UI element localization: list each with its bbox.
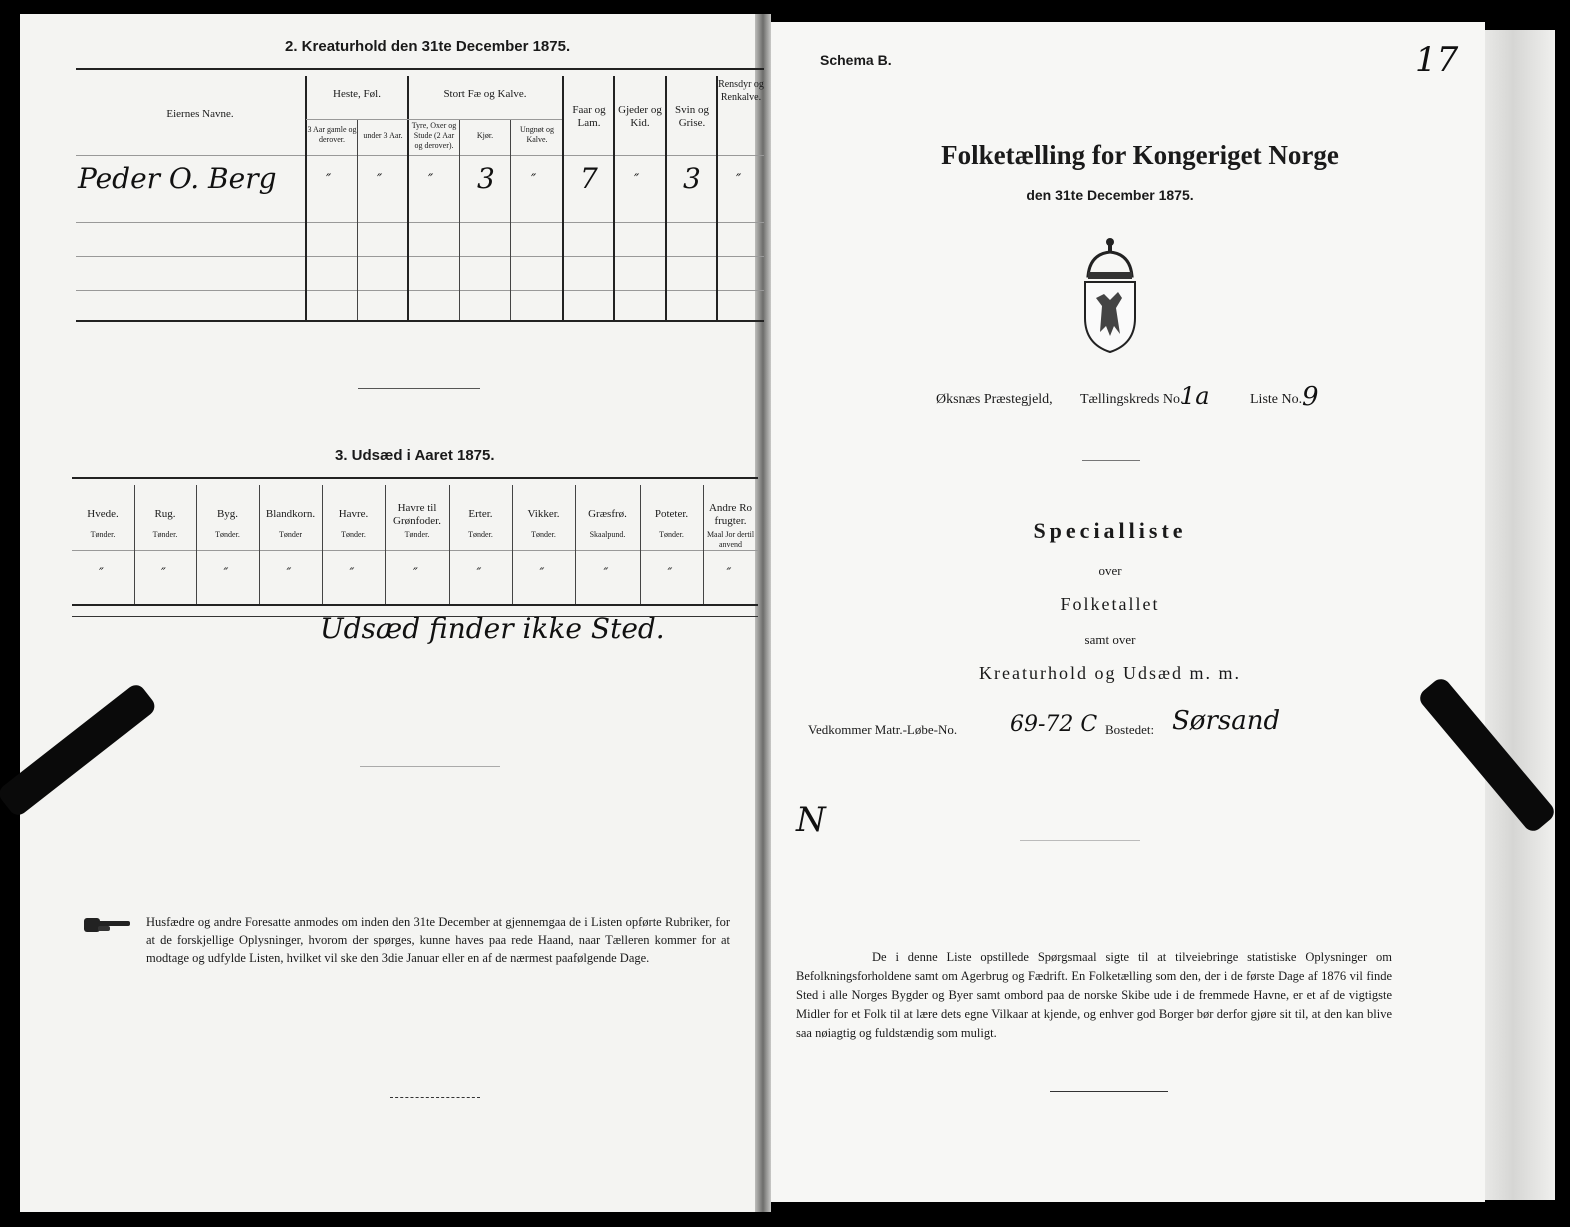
table2-header-rule — [76, 155, 764, 156]
seed-cell: ″ — [223, 566, 229, 581]
table2-cell: 7 — [580, 162, 598, 195]
folketallet-heading: Folketallet — [1060, 594, 1160, 614]
seed-col-unit: Skaalpund. — [589, 530, 626, 539]
table2-cell: 3 — [683, 162, 701, 195]
table2-cell: ″ — [531, 172, 537, 188]
owner-header: Eiernes Navne. — [166, 108, 234, 120]
bostedet-label: Bostedet: — [1105, 722, 1155, 737]
liste-value: 9 — [1302, 382, 1319, 412]
table3-top-rule — [72, 477, 758, 479]
kreds-label: Tællingskreds No. — [1080, 392, 1184, 407]
seed-cell: ″ — [413, 566, 418, 581]
table2-cell: ″ — [634, 172, 640, 188]
seed-col-name: Hvede. — [87, 508, 119, 520]
schema-label: Schema B. — [820, 52, 892, 68]
separator-rule — [390, 1097, 480, 1098]
table2-divider — [357, 120, 358, 320]
col-kjor: Kjør. — [476, 131, 494, 140]
table3-divider — [322, 485, 323, 604]
seed-col-unit: Tønder — [278, 530, 303, 539]
page-edges — [1485, 30, 1555, 1200]
seed-col-unit: Tønder. — [659, 530, 684, 539]
separator-rule — [1020, 840, 1140, 841]
kreaturhold-heading: Kreaturhold og Udsæd m. m. — [979, 663, 1241, 683]
footer-notice: Husfædre og andre Foresatte anmodes om inden den 31te December at gjennemgaa de i Listen opførte Rubriker, for at de forskjellige Oplysninger, hvorom der spørges, kunne haves paa rede Haand, naar Tælleren kommer for at modtage og udfylde Listen, hvilket vil ske den 3die Januar eller en af de nærmest paafølgende Dage. — [146, 915, 730, 965]
matr-value: 69-72 C — [1010, 712, 1098, 737]
col-faar: Faar og Lam. — [572, 104, 606, 129]
samt-over-text: samt over — [1084, 632, 1136, 647]
bostedet-value: Sørsand — [1172, 706, 1281, 736]
separator-rule — [360, 766, 500, 767]
specialliste-heading: Specialliste — [1033, 518, 1187, 543]
seed-cell: ″ — [161, 566, 166, 581]
seed-col-name: Havre til Grønfoder. — [393, 502, 441, 527]
seed-col-name: Havre. — [338, 508, 369, 520]
seed-cell: ″ — [726, 566, 732, 581]
separator-rule — [1050, 1091, 1168, 1092]
prestegjeld: Øksnæs Præstegjeld, — [936, 392, 1053, 407]
seed-cell: ″ — [539, 566, 545, 581]
liste-label: Liste No. — [1250, 392, 1303, 407]
table2-cell: ″ — [326, 172, 332, 188]
table2-cell: ″ — [377, 172, 383, 188]
table2-divider — [459, 120, 460, 320]
table3-divider — [259, 485, 260, 604]
book-spine — [755, 14, 771, 1212]
intro-paragraph: De i denne Liste opstillede Spørgsmaal sigte til at tilveiebringe statistiske Oplysninger om Befolkningsforholdene samt om Agerbrug og Fædrift. En Folketælling som den, der i de første Dage af 1876 vil finde Sted i alle Norges Bygder og Byer samt ombord paa de norske Skibe ude i de fremmede Havne, er et af de vigtigste Midler for et Folk til at lære dets egne Vilkaar at kjende, og enhver god Borger bør derfor gjøre sit til, at den kan blive saa nøiagtig og fuldstændig som muligt. — [796, 950, 1392, 1040]
table2-group-rule — [306, 119, 562, 120]
table3-divider — [575, 485, 576, 604]
table3-divider — [449, 485, 450, 604]
seed-col-unit: Tønder. — [404, 530, 430, 539]
seed-col-unit: Tønder. — [152, 530, 178, 539]
seed-col-unit: Tønder. — [215, 530, 240, 539]
census-title: Folketælling for Kongeriget Norge — [941, 140, 1339, 170]
table3-divider — [196, 485, 197, 604]
table3-end-rule — [72, 616, 758, 617]
col-gjeder: Gjeder og Kid. — [618, 104, 662, 129]
seed-col-name: Byg. — [216, 508, 239, 520]
seed-col-name: Blandkorn. — [265, 508, 316, 520]
separator-rule — [1082, 460, 1140, 461]
table2-row-rule — [76, 222, 764, 223]
table2-row-rule — [76, 290, 764, 291]
table2-row-rule — [76, 256, 764, 257]
table2-cell: 3 — [477, 162, 495, 195]
table3-bottom-rule — [72, 604, 758, 606]
table2-divider — [305, 76, 307, 320]
group-heste: Heste, Føl. — [333, 88, 381, 100]
seed-col-unit: Tønder. — [90, 530, 116, 539]
table2-cell: ″ — [428, 172, 434, 188]
seed-cell: ″ — [349, 566, 355, 581]
col-svin: Svin og Grise. — [675, 104, 709, 129]
seed-col-unit: Tønder. — [531, 530, 556, 539]
separator-rule — [358, 388, 480, 389]
over-text: over — [1098, 563, 1122, 578]
table3-divider — [134, 485, 135, 604]
seed-cell: ″ — [476, 566, 482, 581]
seed-note: Udsæd finder ikke Sted. — [320, 612, 665, 645]
table3-header-rule — [72, 550, 758, 551]
seed-col-name: Erter. — [468, 508, 493, 520]
table3-divider — [512, 485, 513, 604]
owner-name: Peder O. Berg — [78, 162, 277, 195]
seed-cell: ″ — [667, 566, 673, 581]
seed-col-name: Rug. — [154, 508, 176, 520]
table2-cell: ″ — [736, 172, 742, 188]
table3-divider — [640, 485, 641, 604]
coat-of-arms-icon — [1080, 236, 1140, 354]
seed-col-name: Græsfrø. — [588, 508, 627, 520]
seed-col-name: Poteter. — [654, 508, 689, 520]
group-stort: Stort Fæ og Kalve. — [443, 88, 527, 100]
table2-divider — [407, 76, 409, 320]
table2-top-rule — [76, 68, 764, 70]
table2-bottom-rule — [76, 320, 764, 322]
handwritten-mark: N — [796, 800, 826, 840]
col-tyre: Tyre, Oxer og Stude (2 Aar og derover). — [411, 121, 457, 150]
page-number: 17 — [1415, 40, 1459, 80]
seed-cell: ″ — [286, 566, 292, 581]
matr-label: Vedkommer Matr.-Løbe-No. — [808, 722, 958, 737]
seed-col-name: Vikker. — [527, 508, 560, 520]
section2-title: 2. Kreaturhold den 31te December 1875. — [285, 38, 571, 55]
table2-divider — [510, 120, 511, 320]
table2-divider — [562, 76, 564, 320]
col-under3: under 3 Aar. — [363, 131, 403, 140]
col-rensdyr: Rensdyr og Renkalve. — [718, 79, 764, 103]
col-ungnot: Ungnøt og Kalve. — [520, 125, 554, 144]
kreds-value: 1a — [1180, 382, 1210, 410]
pointing-hand-icon — [84, 915, 132, 935]
seed-cell: ″ — [99, 566, 104, 581]
seed-cell: ″ — [603, 566, 609, 581]
col-heste-3aar: 3 Aar gamle og derover. — [307, 125, 357, 144]
seed-col-unit: Tønder. — [468, 530, 493, 539]
seed-col-unit: Tønder. — [341, 530, 366, 539]
census-date: den 31te December 1875. — [1026, 187, 1194, 203]
seed-col-name: Andre Ro frugter. — [708, 502, 753, 527]
seed-col-unit: Maal Jor dertil anvend — [706, 530, 755, 549]
section3-title: 3. Udsæd i Aaret 1875. — [335, 447, 495, 464]
